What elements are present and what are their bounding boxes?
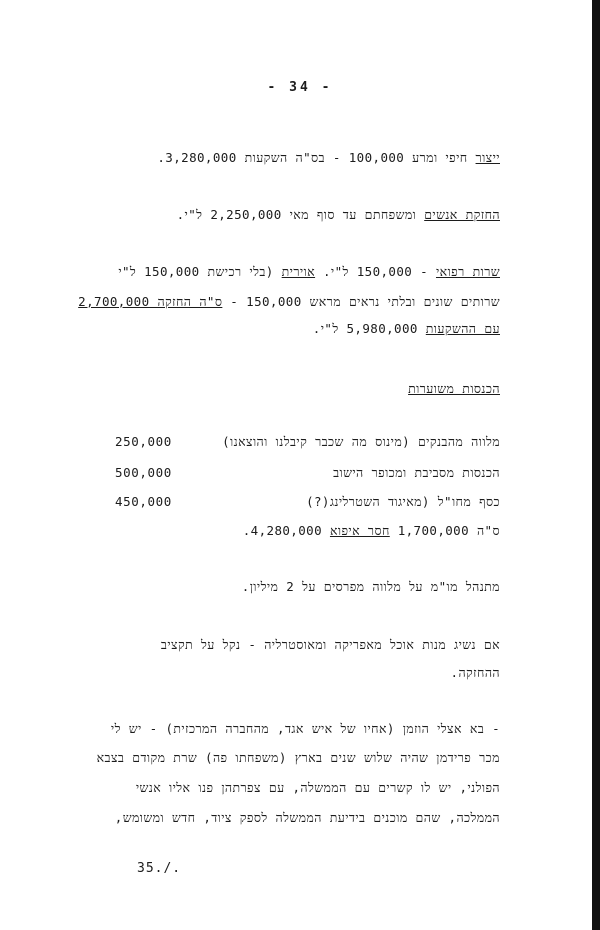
income-row-desc: הכנסות מסביבת ומכופר הישוב	[333, 465, 500, 480]
services-text: שרותים שונים ובלתי נראים מראש 150,000 -	[222, 294, 500, 309]
medical-text: - 150,000 ל"י.	[315, 264, 436, 279]
page-number: - 34 -	[267, 80, 333, 95]
maintenance-total: ס"ה החזקה 2,700,000	[78, 294, 223, 309]
visit-paragraph-line: הפולני, יש לו קשרים עם הממשלה, עם צפרתהן פנו אליו אנשי	[135, 780, 500, 795]
rebuild-text: חיפי ומרע 100,000 - בס"ה השקעות 3,280,000.	[157, 150, 468, 165]
medical-line-2	[78, 294, 500, 310]
air-text: (בלי רכישת 150,000 ל"י	[118, 264, 282, 279]
maintenance-line	[177, 207, 500, 223]
income-total-prefix: ס"ה 1,700,000	[389, 523, 500, 538]
air-label: אוירית	[281, 264, 316, 279]
income-heading: הכנסות משוערות	[408, 381, 500, 396]
medical-line-1	[118, 264, 500, 280]
next-page-marker: 35./.	[137, 861, 182, 876]
medical-line-3	[313, 321, 500, 337]
deficit-label: חסר איפוא	[329, 523, 390, 538]
income-row-amount: 250,000	[115, 434, 172, 449]
visit-paragraph-line: מכר פרידמן שהיה שלוש שנים בארץ (משפחתו פה) שרת מקודם בצבא	[96, 750, 500, 765]
page-edge	[592, 0, 600, 930]
income-row-amount: 450,000	[115, 494, 172, 509]
income-total-suffix: 4,280,000.	[242, 523, 330, 538]
income-total	[243, 523, 500, 539]
with-investments-text: 5,980,000 ל"י.	[312, 321, 426, 336]
visit-paragraph-line: - בא אצלי הוזמן (אחיו של איש אגד, מהחברה המרכזית) - יש לי	[110, 721, 500, 736]
visit-paragraph-line: הממלכה, שהם מוכנים בידיעת הממשלה לספק ציוד, חדש ומשומש,	[114, 810, 500, 825]
medical-label: שרות רפואי	[435, 264, 500, 279]
rebuild-label: ייצור	[475, 150, 500, 165]
maintenance-text: ומשפחתם עד סוף מאי 2,250,000 ל"י.	[176, 207, 417, 222]
negotiations-paragraph: מתנהל מו"מ על מלווה מפרסים על 2 מיליון.	[241, 579, 500, 594]
income-row-amount: 500,000	[115, 465, 172, 480]
food-paragraph-line: אם נשיג מנות אוכל מאפריקה ומאוסטרליה - נקל על תקציב	[160, 637, 500, 652]
with-investments-label: עם ההשקעות	[425, 321, 500, 336]
rebuild-line	[157, 150, 500, 166]
food-paragraph-line: ההחזקה.	[450, 665, 500, 680]
income-row-desc: מלווה מהבנקים (מינוס מה שכבר קיבלנו והוצאנו)	[222, 434, 500, 449]
maintenance-label: החזקת אנשים	[424, 207, 500, 222]
income-row-desc: כסף מחו"ל (מאיגוד השטרלינג(?)	[306, 494, 500, 509]
